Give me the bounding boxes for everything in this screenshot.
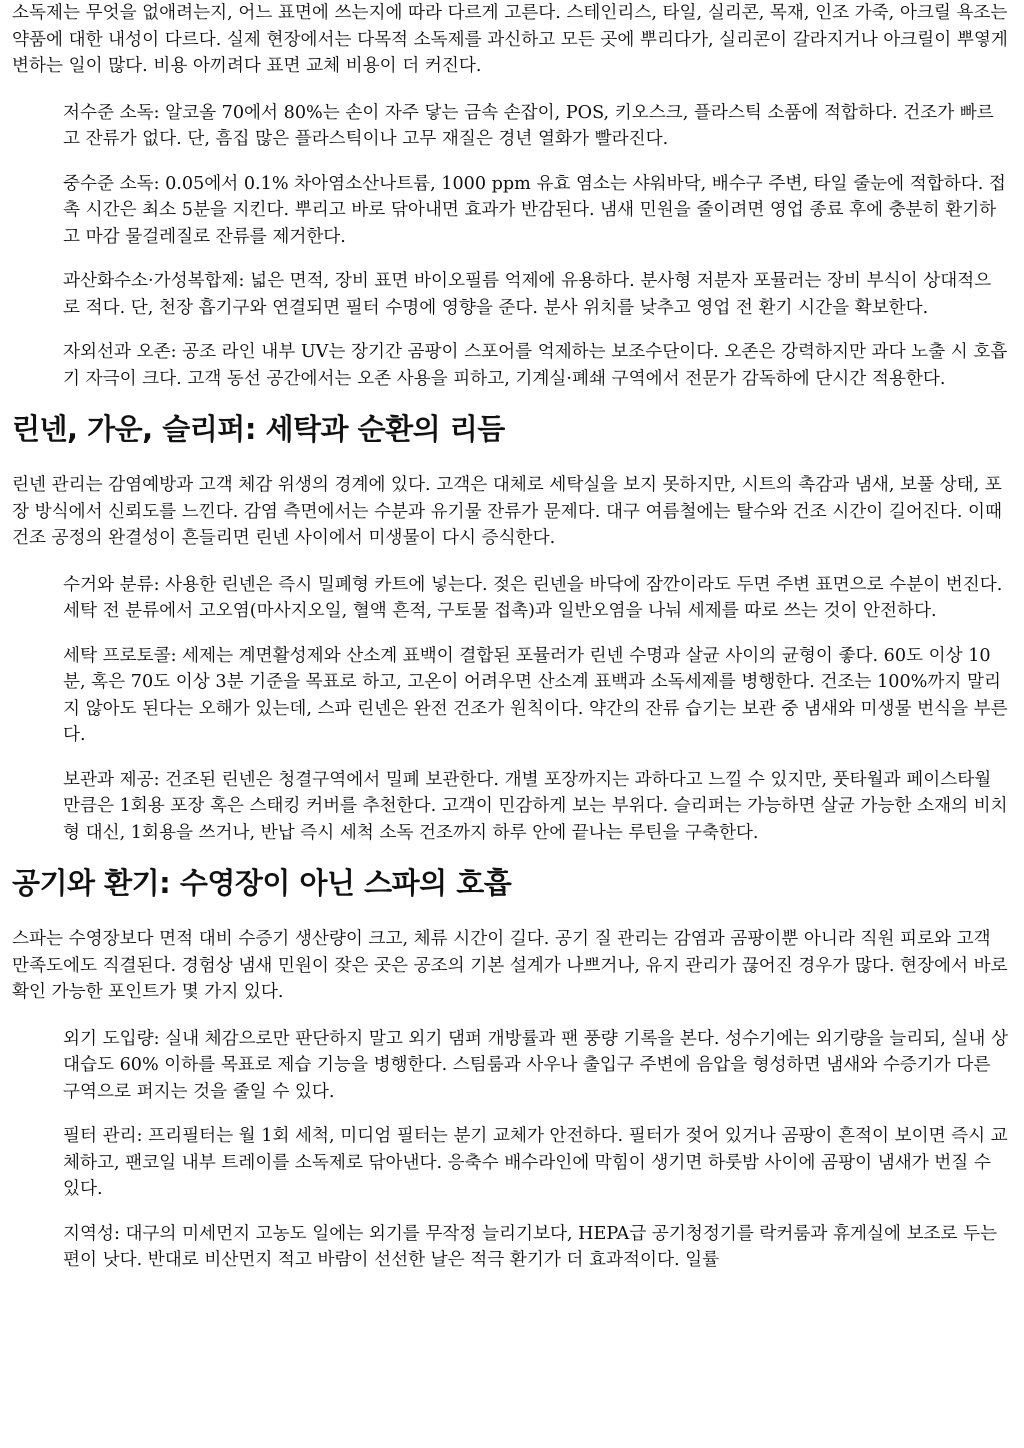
disinfection-uv-ozone: 자외선과 오존: 공조 라인 내부 UV는 장기간 곰팡이 스포어를 억제하는 보조수단이다. 오존은 강력하지만 과다 노출 시 호흡기 자극이 크다. 고객 동선 공간에서는 오존 사용을 피하고, 기계실·폐쇄 구역에서 전문가 감독하에 단시간 적용한다. [63,342,1008,389]
linen-washing-item: 세탁 프로토콜: 세제는 계면활성제와 산소계 표백이 결합된 포뮬러가 린넨 수명과 살균 사이의 균형이 좋다. 60도 이상 10분, 혹은 70도 이상 3분 기준을 목표로 하고, 고온이 어려우면 산소계 표백과 소독세제를 병행한다. 건조는 100%까지 말리지 않아도 된다는 오해가 있는데, 스파 린넨은 완전 건조가 원칙이다. 약간의 잔류 습기는 보관 중 냄새와 미생물 번식을 부른다. [63,645,1008,745]
disinfection-peroxide: 과산화수소·가성복합제: 넓은 면적, 장비 표면 바이오필름 억제에 유용하다. 분사형 저분자 포뮬러는 장비 부식이 상대적으로 적다. 단, 천장 흡기구와 연결되면 필터 수명에 영향을 준다. 분사 위치를 낮추고 영업 전 환기 시간을 확보한다. [63,271,992,318]
air-intake-item: 외기 도입량: 실내 체감으로만 판단하지 말고 외기 댐퍼 개방률과 팬 풍량 기록을 본다. 성수기에는 외기량을 늘리되, 실내 상대습도 60% 이하를 목표로 제습 기능을 병행한다. 스팀룸과 사우나 출입구 주변에 음압을 형성하면 냄새와 수증기가 다른 구역으로 퍼지는 것을 줄일 수 있다. [63,1028,1008,1102]
intro-paragraph: 소독제는 무엇을 없애려는지, 어느 표면에 쓰는지에 따라 다르게 고른다. 스테인리스, 타일, 실리콘, 목재, 인조 가죽, 아크릴 욕조는 약품에 대한 내성이 다르다. 실제 현장에서는 다목적 소독제를 과신하고 모든 곳에 뿌리다가, 실리콘이 갈라지거나 아크릴이 뿌옇게 변하는 일이 많다. 비용 아끼려다 표면 교체 비용이 더 커진다. [12,3,1008,76]
linen-collection-item: 수거와 분류: 사용한 린넨은 즉시 밀폐형 카트에 넣는다. 젖은 린넨을 바닥에 잠깐이라도 두면 주변 표면으로 수분이 번진다. 세탁 전 분류에서 고오염(마사지오일, 혈액 흔적, 구토물 접촉)과 일반오염을 나눠 세제를 따로 쓰는 것이 안전하다. [63,574,1003,621]
disinfection-mid-level: 중수준 소독: 0.05에서 0.1% 차아염소산나트륨, 1000 ppm 유효 염소는 샤워바닥, 배수구 주변, 타일 줄눈에 적합하다. 접촉 시간은 최소 5분을 지킨다. 뿌리고 바로 닦아내면 효과가 반감된다. 냄새 민원을 줄이려면 영업 종료 후에 충분히 환기하고 마감 물걸레질로 잔류를 제거한다. [63,173,1006,247]
air-intro-paragraph: 스파는 수영장보다 면적 대비 수증기 생산량이 크고, 체류 시간이 길다. 공기 질 관리는 감염과 곰팡이뿐 아니라 직원 피로와 고객 만족도에도 직결된다. 경험상 냄새 민원이 잦은 곳은 공조의 기본 설계가 나쁘거나, 유지 관리가 끊어진 경우가 많다. 현장에서 바로 확인 가능한 포인트가 몇 가지 있다. [12,929,1008,1002]
linen-intro-paragraph: 린넨 관리는 감염예방과 고객 체감 위생의 경계에 있다. 고객은 대체로 세탁실을 보지 못하지만, 시트의 촉감과 냄새, 보풀 상태, 포장 방식에서 신뢰도를 느낀다. 감염 측면에서는 수분과 유기물 잔류가 문제다. 대구 여름철에는 탈수와 건조 시간이 길어진다. 이때 건조 공정의 완결성이 흔들리면 린넨 사이에서 미생물이 다시 증식한다. [12,475,1003,548]
linen-storage-item: 보관과 제공: 건조된 린넨은 청결구역에서 밀폐 보관한다. 개별 포장까지는 과하다고 느낄 수 있지만, 풋타월과 페이스타월만큼은 1회용 포장 혹은 스태킹 커버를 추천한다. 고객이 민감하게 보는 부위다. 슬리퍼는 가능하면 살균 가능한 소재의 비치형 대신, 1회용을 쓰거나, 반납 즉시 세척 소독 건조까지 하루 안에 끝나는 루틴을 구축한다. [63,769,1008,843]
air-regional-item: 지역성: 대구의 미세먼지 고농도 일에는 외기를 무작정 늘리기보다, HEPA급 공기청정기를 락커룸과 휴게실에 보조로 두는 편이 낫다. 반대로 비산먼지 적고 바람이 선선한 날은 적극 환기가 더 효과적이다. 일률 [63,1223,998,1270]
air-filter-item: 필터 관리: 프리필터는 월 1회 세척, 미디엄 필터는 분기 교체가 안전하다. 필터가 젖어 있거나 곰팡이 흔적이 보이면 즉시 교체하고, 팬코일 내부 트레이를 소독제로 닦아낸다. 응축수 배수라인에 막힘이 생기면 하룻밤 사이에 곰팡이 냄새가 번질 수 있다. [63,1126,1008,1199]
linen-section-heading: 린넨, 가운, 슬리퍼: 세탁과 순환의 리듬 [12,412,505,446]
disinfection-low-level: 저수준 소독: 알코올 70에서 80%는 손이 자주 닿는 금속 손잡이, POS, 키오스크, 플라스틱 소품에 적합하다. 건조가 빠르고 잔류가 없다. 단, 흠집 많은 플라스틱이나 고무 재질은 경년 열화가 빨라진다. [63,102,994,149]
air-section-heading: 공기와 환기: 수영장이 아닌 스파의 호흡 [12,866,512,900]
